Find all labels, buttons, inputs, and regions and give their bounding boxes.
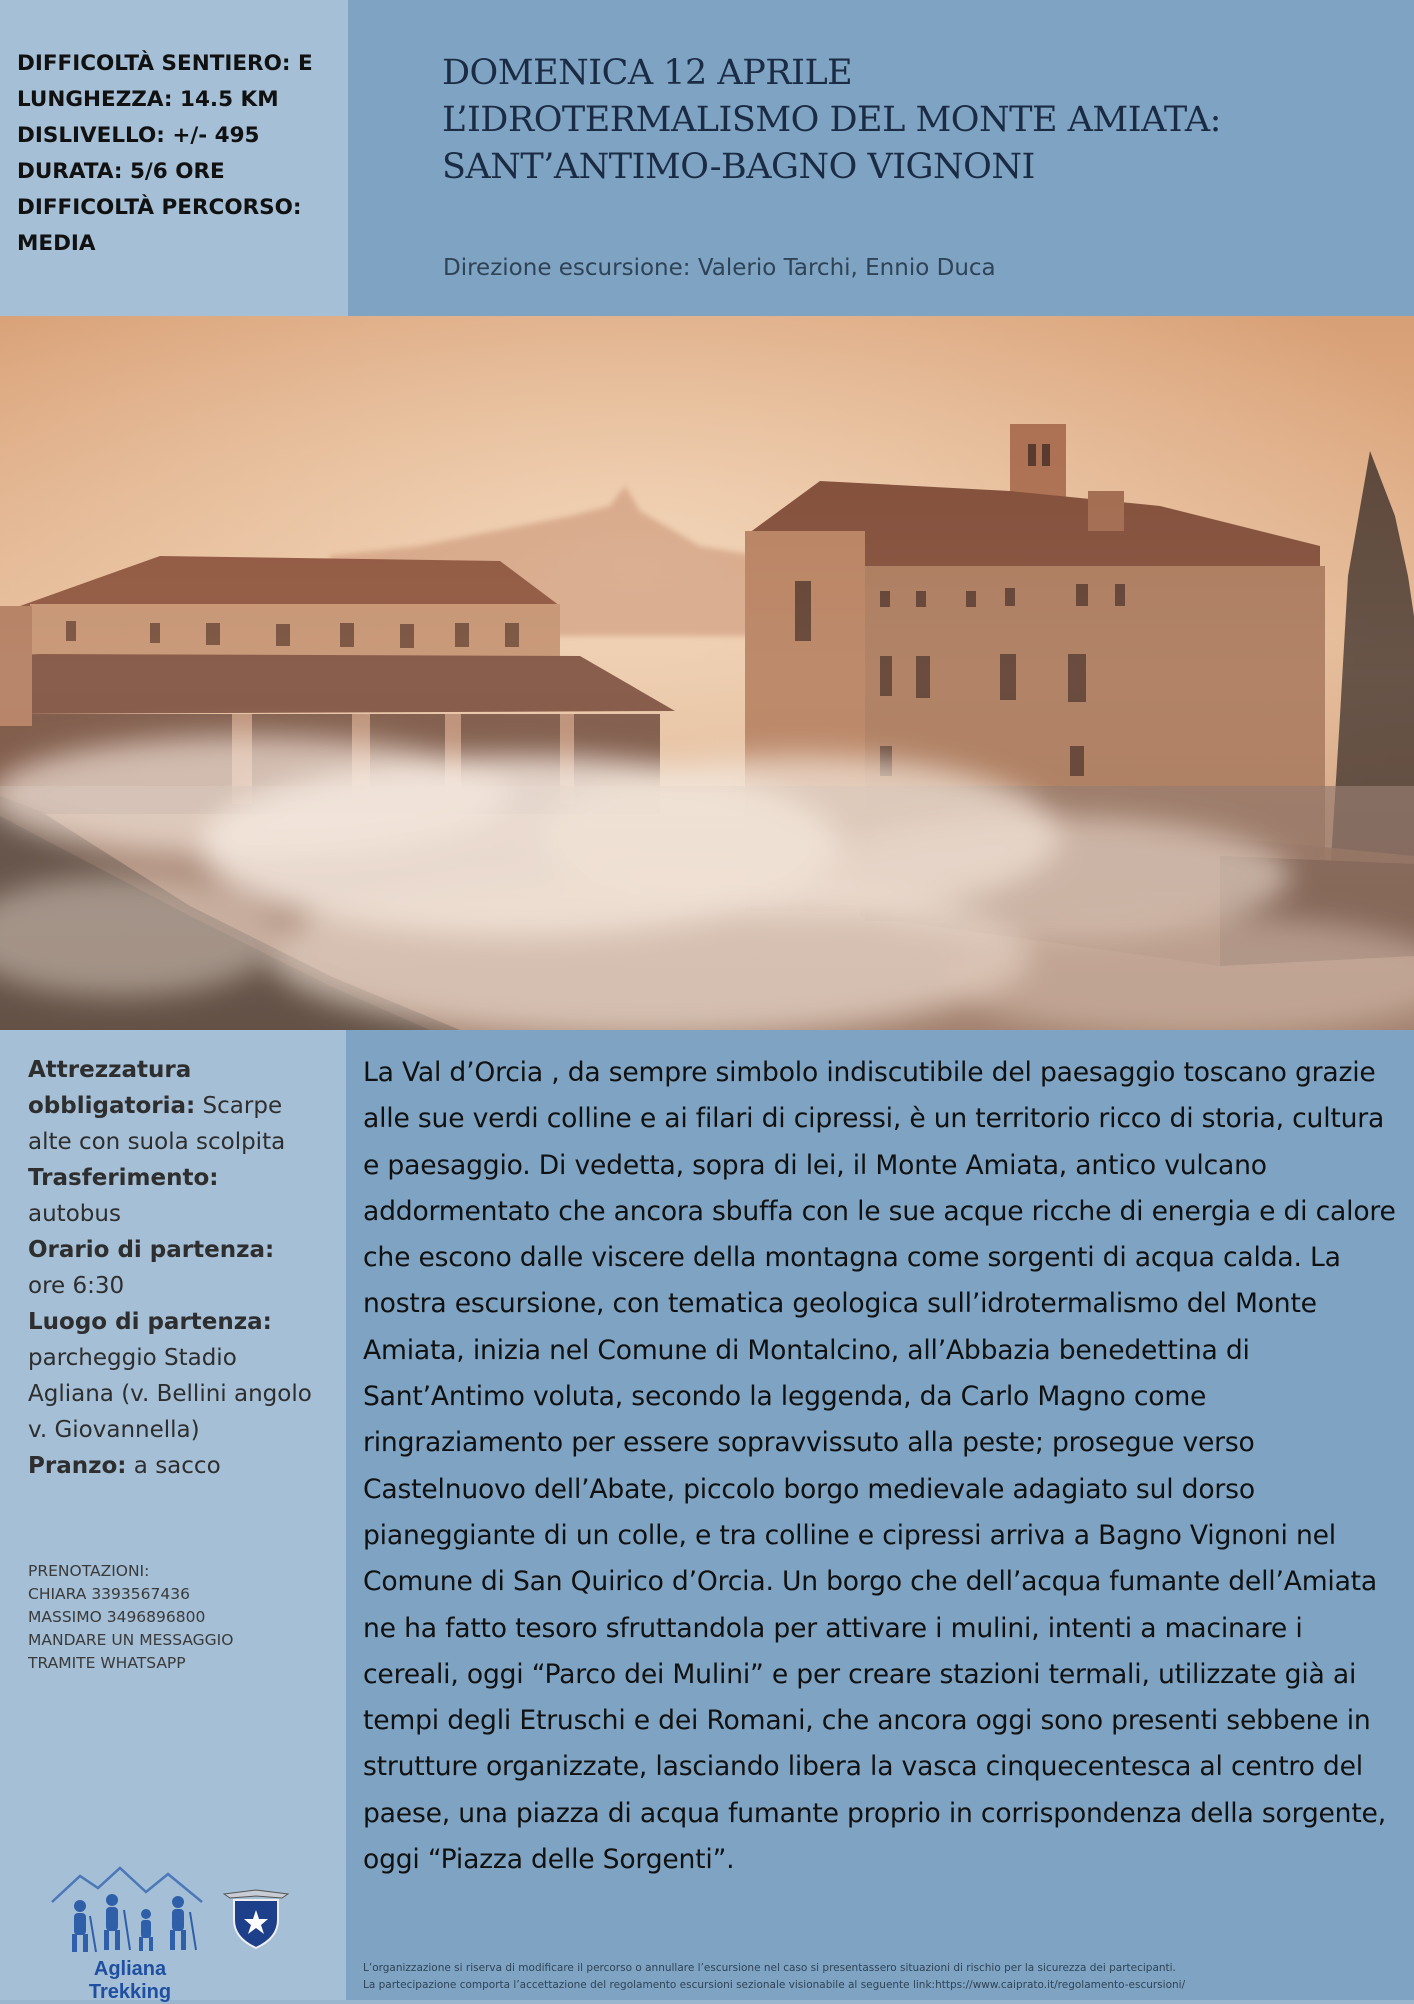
- page-title: [442, 50, 1402, 191]
- cai-logo: [220, 1886, 292, 1952]
- departure-time-label: Orario di partenza:: [28, 1237, 275, 1263]
- stat-difficulty-trail: DIFFICOLTÀ SENTIERO: E: [17, 51, 313, 76]
- booking-info: [28, 1560, 328, 1675]
- agliana-trekking-logo: [50, 1862, 210, 2003]
- title-date: DOMENICA 12 APRILE: [442, 53, 853, 93]
- booking-instruction: MANDARE UN MESSAGGIO: [28, 1631, 234, 1649]
- hike-stats: [17, 46, 342, 262]
- stat-length: LUNGHEZZA: 14.5 KM: [17, 87, 279, 112]
- hero-photo: [0, 316, 1414, 1030]
- departure-time-value: ore 6:30: [28, 1273, 125, 1299]
- logistics-info: [28, 1052, 328, 1484]
- stat-duration: DURATA: 5/6 ORE: [17, 159, 225, 184]
- booking-instruction-2: TRAMITE WHATSAPP: [28, 1654, 186, 1672]
- lunch-label: Pranzo:: [28, 1453, 127, 1479]
- transfer-label: Trasferimento:: [28, 1165, 219, 1191]
- description-text: La Val d’Orcia , da sempre simbolo indiscutibile del paesaggio toscano grazie alle sue verdi colline e ai filari di cipressi, è un territorio ricco di storia, cultura e paesaggio. Di vedetta, sopra di lei, il Monte Amiata, antico vulcano addormentato che ancora sbuffa con le sue acque ricche di energia e di calore che escono dalle viscere della montagna come sorgenti di acqua calda. La nostra escursione, con tematica geologica sull’idrotermalismo del Monte Amiata, inizia nel Comune di Montalcino, all’Abbazia benedettina di Sant’Antimo voluta, secondo la leggenda, da Carlo Magno come ringraziamento per essere sopravvissuto alla peste; prosegue verso Castelnuovo dell’Abate, piccolo borgo medievale adagiato sul dorso pianeggiante di un colle, e tra colline e cipressi arriva a Bagno Vignoni nel Comune di San Quirico d’Orcia. Un borgo che dell’acqua fumante dell’Amiata ne ha fatto tesoro sfruttandola per attivare i mulini, intenti a macinare i cereali, oggi “Parco dei Mulini” e per creare stazioni termali, utilizzate già ai tempi degli Etruschi e dei Romani, che ancora oggi sono presenti sebbene in strutture organizzate, lasciando libera la vasca cinquecentesca al centro del paese, una piazza di acqua fumante proprio in corrispondenza della sorgente, oggi “Piazza delle Sorgenti”.: [363, 1057, 1396, 1876]
- disclaimer: [363, 1960, 1403, 1994]
- disclaimer-line-1: L’organizzazione si riserva di modificare il percorso o annullare l’escursione nel caso si presentassero situazioni di rischio per la sicurezza dei partecipanti.: [363, 1962, 1176, 1974]
- logo-caption: Agliana Trekking: [88, 1958, 172, 2003]
- departure-place-value: parcheggio Stadio Agliana (v. Bellini angolo v. Giovannella): [28, 1345, 312, 1443]
- guides-line: Direzione escursione: Valerio Tarchi, Ennio Duca: [443, 255, 996, 281]
- lunch-value: a sacco: [126, 1453, 221, 1479]
- transfer-value: autobus: [28, 1201, 121, 1227]
- lunch-info: [28, 1448, 328, 1484]
- hikers-icon: [50, 1862, 210, 1958]
- equipment-label: Attrezzatura obbligatoria:: [28, 1057, 196, 1119]
- equipment-info: [28, 1052, 328, 1160]
- disclaimer-line-2: La partecipazione comporta l’accettazione del regolamento escursioni sezionale visionabile al seguente link:https://www.caiprato.it/regolamento-escursioni/: [363, 1979, 1186, 1991]
- stat-difficulty-route-label: DIFFICOLTÀ PERCORSO:: [17, 195, 302, 220]
- title-theme: L’IDROTERMALISMO DEL MONTE AMIATA:: [442, 100, 1221, 140]
- stat-elevation: DISLIVELLO: +/- 495: [17, 123, 260, 148]
- booking-title: PRENOTAZIONI:: [28, 1562, 150, 1580]
- cai-shield-icon: [220, 1886, 292, 1952]
- booking-contact-chiara: CHIARA 3393567436: [28, 1585, 190, 1603]
- title-route: SANT’ANTIMO-BAGNO VIGNONI: [442, 147, 1035, 187]
- booking-contact-massimo: MASSIMO 3496896800: [28, 1608, 206, 1626]
- departure-place-label: Luogo di partenza:: [28, 1309, 272, 1335]
- equipment-value: Scarpe alte con suola scolpita: [28, 1093, 286, 1155]
- stat-difficulty-route-value: MEDIA: [17, 231, 96, 256]
